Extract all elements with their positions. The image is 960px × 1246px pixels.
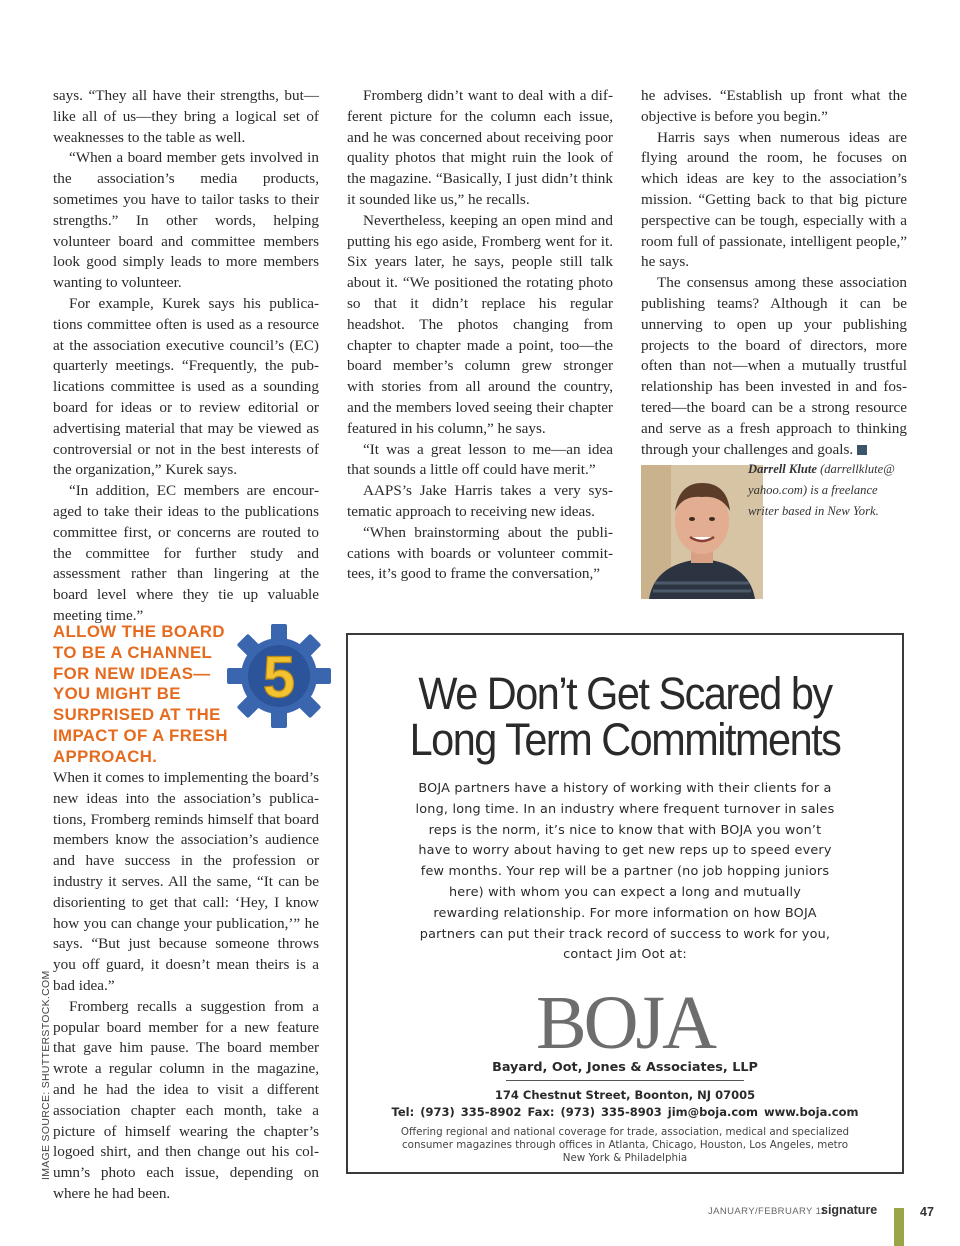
paragraph: AAPS’s Jake Harris takes a very systematic approach to receiving new ideas.	[347, 482, 613, 520]
article-column-1	[53, 86, 319, 627]
section-number: 5	[262, 645, 296, 710]
paragraph: “It was a great lesson to me—an idea that sounds a little off could have merit.”	[347, 440, 613, 479]
paragraph: Nevertheless, keeping an open mind and putting his ego aside, Fromberg went for it. Six years later, he says, people still talk about it. “We positioned the rotating photo so that it didn’t replace his regular headshot. The photos changing from chapter to chapter made a point, too—the board member’s column grew stronger with stories from all around the country, and the members loved seeing their chapter featured in his column,” he says.	[347, 211, 613, 437]
image-credit: IMAGE SOURCE: SHUTTERSTOCK.COM	[40, 970, 52, 1180]
paragraph: For example, Kurek says his publications committee often is used as a resource at the association executive council’s (EC) quarterly meetings. “Frequently, the publications committee is used as a sounding board for ideas or to review editorial or advertising material that may be viewed as controversial or not in the best interests of the organization,” Kurek says.	[53, 294, 319, 479]
paragraph: Fromberg recalls a suggestion from a popular board member for a new feature that gave him pause. The board member wrote a regular column in the magazine, and he had the idea to visit a different association chapter each month, take a picture of himself wearing the chapter’s logoed shirt, and then change out his column’s photo each issue, depending on where he had been.	[53, 997, 319, 1202]
ad-headline-line: We Don’t Get Scared by	[418, 668, 832, 719]
section-heading: ALLOW THE BOARD TO BE A CHANNEL FOR NEW IDEAS—YOU MIGHT BE SURPRISED AT THE IMPACT OF A FRESH APPROACH.	[53, 622, 228, 766]
author-bio-text: (darrellklute@ yahoo.com) is a freelance writer based in New York.	[748, 462, 895, 518]
paragraph: Harris says when numerous ideas are flying around the room, he focuses on which ideas are key to the association’s mission. “Getting back to that big picture perspective can be tough, especially with a room full of passionate, intelligent people,” he says.	[641, 128, 907, 271]
paragraph-text: The consensus among these association publishing teams? Although it can be unnerving to open up your publishing projects to the board of directors, more often than not—when a mutually trustful relationship has been invested in and fostered—the board can be a strong resource and serve as a fresh approach to thinking through your challenges and goals.	[641, 274, 907, 458]
article-column-2	[347, 86, 613, 585]
ad-body: BOJA partners have a history of working with their clients for a long, long time. In an industry where frequent turnover in sales reps is the norm, it’s nice to know that with BOJA you won’t have to worry about having to get new reps up to speed every few months. Your rep will be a partner (no job hopping juniors here) with whom you can expect a long and mutually rewarding relationship. For more information on how BOJA partners can put their track record of success to work for you, contact Jim Oot at:	[415, 781, 835, 963]
paragraph: he advises. “Establish up front what the objective is before you begin.”	[641, 87, 907, 125]
company-address: 174 Chestnut Street, Boonton, NJ 07005	[494, 1088, 756, 1102]
author-photo	[641, 465, 763, 599]
footer-magazine-name: signature	[821, 1203, 878, 1217]
ad-headline	[370, 668, 880, 765]
article-column-1-continued	[53, 768, 319, 1205]
article-column-3	[641, 86, 907, 460]
gear-number-icon	[225, 622, 333, 730]
paragraph: “When a board member gets involved in the association’s media products, sometimes you have to tailor tasks to their strengths.” In other words, helping volunteer board and committee members look good simply leads to more members wanting to volunteer.	[53, 149, 319, 292]
author-bio	[748, 459, 908, 522]
paragraph	[641, 273, 907, 460]
company-contact: Tel: (973) 335-8902 Fax: (973) 335-8903 jim@boja.com www.boja.com	[391, 1105, 859, 1119]
company-name: Bayard, Oot, Jones & Associates, LLP	[492, 1060, 758, 1075]
footer-issue-date: JANUARY/FEBRUARY 11	[708, 1206, 827, 1217]
paragraph: When it comes to implementing the board’s new ideas into the association’s publications, Fromberg reminds himself that board members know the association’s audience and have success in the profession or industry it serves. All the same, “It can be disorienting to get that call: ‘Hey, I know how you can change your publication,’” he says. “But just because someone throws you off guard, it doesn’t mean theirs is a bad idea.”	[53, 769, 319, 994]
paragraph: Fromberg didn’t want to deal with a different picture for the column each issue, and he was concerned about receiving poor quality photos that might ruin the look of the magazine. “Basically, I just didn’t think it sounded like us,” he recalls.	[347, 87, 613, 208]
section-5-header	[53, 622, 333, 768]
paragraph: says. “They all have their strengths, but— like all of us—they bring a logical set of weaknesses to the table as well.	[53, 87, 319, 146]
author-name: Darrell Klute	[748, 462, 817, 476]
end-mark-icon	[857, 445, 867, 455]
paragraph: “In addition, EC members are encouraged to take their ideas to the publications committee first, or concerns are routed to the committee for further study and assessment rather than lingering at the board level where they tie up valuable meeting time.”	[53, 482, 319, 624]
boja-advertisement	[346, 633, 904, 1174]
divider	[506, 1080, 744, 1081]
ad-headline-line: Long Term Commitments	[409, 714, 841, 765]
company-coverage: Offering regional and national coverage for trade, association, medical and specialized consumer magazines through offices in Atlanta, Chicago, Houston, Los Angeles, metro New York & Philadelphia	[400, 1126, 850, 1164]
paragraph: “When brainstorming about the publications with boards or volunteer committees, it’s good to frame the conversation,”	[347, 523, 613, 583]
boja-logo: BOJA	[535, 981, 715, 1065]
footer-accent-bar	[894, 1208, 904, 1246]
page-number: 47	[920, 1205, 934, 1219]
